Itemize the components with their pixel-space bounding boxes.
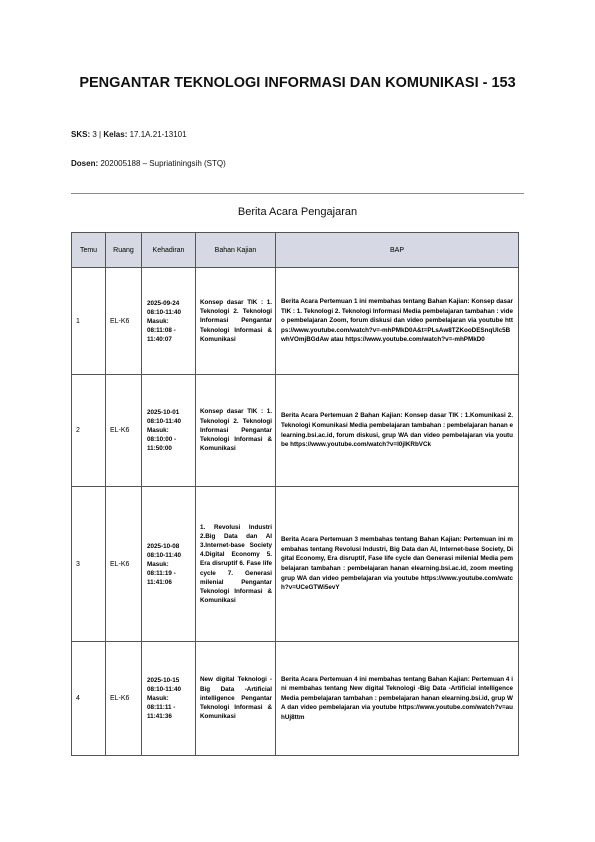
masuk-label: Masuk: <box>147 695 169 702</box>
header-bahan-kajian: Bahan Kajian <box>196 233 276 268</box>
table-row <box>72 268 519 375</box>
kehadiran-cell <box>142 375 196 487</box>
attendance-table <box>71 232 519 756</box>
table-row <box>72 375 519 487</box>
ruang-cell: EL-K6 <box>106 375 142 487</box>
divider <box>71 193 524 194</box>
dosen-value: 202005188 – Supriatiningsih (STQ) <box>100 159 226 168</box>
header-bap: BAP <box>276 233 519 268</box>
page-title: PENGANTAR TEKNOLOGI INFORMASI DAN KOMUNIKASI - 153 <box>79 75 516 91</box>
masuk-label: Masuk: <box>147 560 169 568</box>
bahan-kajian-cell: 1. Revolusi Industri 2.Big Data dan AI 3.Internet-base Society 4.Digital Economy 5. Era disruptif 6. Fase life cycle 7. Generasi milenial Pengantar Teknologi Informasi & Komunikasi <box>196 487 276 642</box>
kelas-label: Kelas: <box>103 130 128 139</box>
time-out-text: 11:41:36 <box>147 713 172 720</box>
section-title: Berita Acara Pengajaran <box>237 206 358 218</box>
time-in-text: 08:10:00 - <box>147 436 177 443</box>
header-kehadiran: Kehadiran <box>142 233 196 268</box>
date-text: 2025-10-15 <box>147 677 180 684</box>
schedule-text: 08:10-11:40 <box>147 418 181 425</box>
table-row <box>72 487 519 642</box>
course-info <box>71 130 187 139</box>
sks-value: 3 <box>92 130 97 139</box>
separator: | <box>99 130 102 139</box>
date-text: 2025-09-24 <box>147 299 180 307</box>
temu-cell: 4 <box>72 642 106 756</box>
temu-cell: 1 <box>72 268 106 375</box>
bahan-kajian-cell: Konsep dasar TIK : 1. Teknologi 2. Teknologi Informasi Pengantar Teknologi Informasi & Komunikasi <box>196 375 276 487</box>
schedule-text: 08:10-11:40 <box>147 308 181 316</box>
kehadiran-cell <box>142 642 196 756</box>
time-out-text: 11:41:06 <box>147 578 172 586</box>
sks-label: SKS: <box>71 130 91 139</box>
time-out-text: 11:40:07 <box>147 335 172 343</box>
schedule-text: 08:10-11:40 <box>147 686 181 693</box>
lecturer-info <box>71 159 226 168</box>
time-in-text: 08:11:19 - <box>147 569 176 577</box>
table-header-row <box>72 233 519 268</box>
kehadiran-cell <box>142 487 196 642</box>
ruang-cell: EL-K6 <box>106 487 142 642</box>
masuk-label: Masuk: <box>147 317 169 325</box>
temu-cell: 3 <box>72 487 106 642</box>
time-out-text: 11:50:00 <box>147 445 172 452</box>
dosen-label: Dosen: <box>71 159 99 168</box>
bap-cell: Berita Acara Pertemuan 3 membahas tentang Bahan Kajian: Pertemuan ini membahas tentang Revolusi Industri, Big Data dan AI, Internet-base Society, Digital Economy, Era disruptif, Fase life cycle dan Generasi milenial Media pembelajaran tambahan : pembelajaran hanan elearning.bsi.ac.id, zoom meeting grup WA dan video pembelajaran via youtube https://www.youtube.com/watch?v=UCeGTWi5evY <box>276 487 519 642</box>
bap-cell: Berita Acara Pertemuan 2 Bahan Kajian: Konsep dasar TIK : 1.Komunikasi 2.Teknologi Komunikasi Media pembelajaran tambahan : pembelajaran hanan elearning.bsi.ac.id, forum diskusi, grup WA dan video pembelajaran via youtube https://www.youtube.com/watch?v=I0jIKRbVCk <box>276 375 519 487</box>
bahan-kajian-cell: Konsep dasar TIK : 1. Teknologi 2. Teknologi Informasi Pengantar Teknologi Informasi & Komunikasi <box>196 268 276 375</box>
temu-cell: 2 <box>72 375 106 487</box>
table-row <box>72 642 519 756</box>
kelas-value: 17.1A.21-13101 <box>129 130 187 139</box>
ruang-cell: EL-K6 <box>106 642 142 756</box>
masuk-label: Masuk: <box>147 427 169 434</box>
ruang-cell: EL-K6 <box>106 268 142 375</box>
kehadiran-cell <box>142 268 196 375</box>
bap-cell: Berita Acara Pertemuan 1 ini membahas tentang Bahan Kajian: Konsep dasar TIK : 1. Teknologi 2. Teknologi Informasi Media pembelajaran tambahan : video pembelajaran Zoom, forum diskusi dan video pembelajaran via youtube https://www.youtube.com/watch?v=-mhPMkD0A&t=PLsAw8TZKooDESnqUlc5BwhVOmjBGdAw atau https://www.youtube.com/watch?v=-mhPMkD0 <box>276 268 519 375</box>
date-text: 2025-10-01 <box>147 409 180 416</box>
time-in-text: 08:11:08 - <box>147 326 176 334</box>
bahan-kajian-cell: New digital Teknologi -Big Data -Artificial intelligence Pengantar Teknologi Informasi & Komunikasi <box>196 642 276 756</box>
schedule-text: 08:10-11:40 <box>147 551 181 559</box>
date-text: 2025-10-08 <box>147 542 180 550</box>
bap-cell: Berita Acara Pertemuan 4 ini membahas tentang Bahan Kajian: Pertemuan 4 ini membahas tentang New digital Teknologi -Big Data -Artificial intelligence Media pembelajaran tambahan : pembelajaran hanan elearning.bsi.id, grup WA dan video pembelajaran via youtube https://www.youtube.com/watch?v=auhUj8ttm <box>276 642 519 756</box>
header-ruang: Ruang <box>106 233 142 268</box>
header-temu: Temu <box>72 233 106 268</box>
time-in-text: 08:11:11 - <box>147 704 176 711</box>
